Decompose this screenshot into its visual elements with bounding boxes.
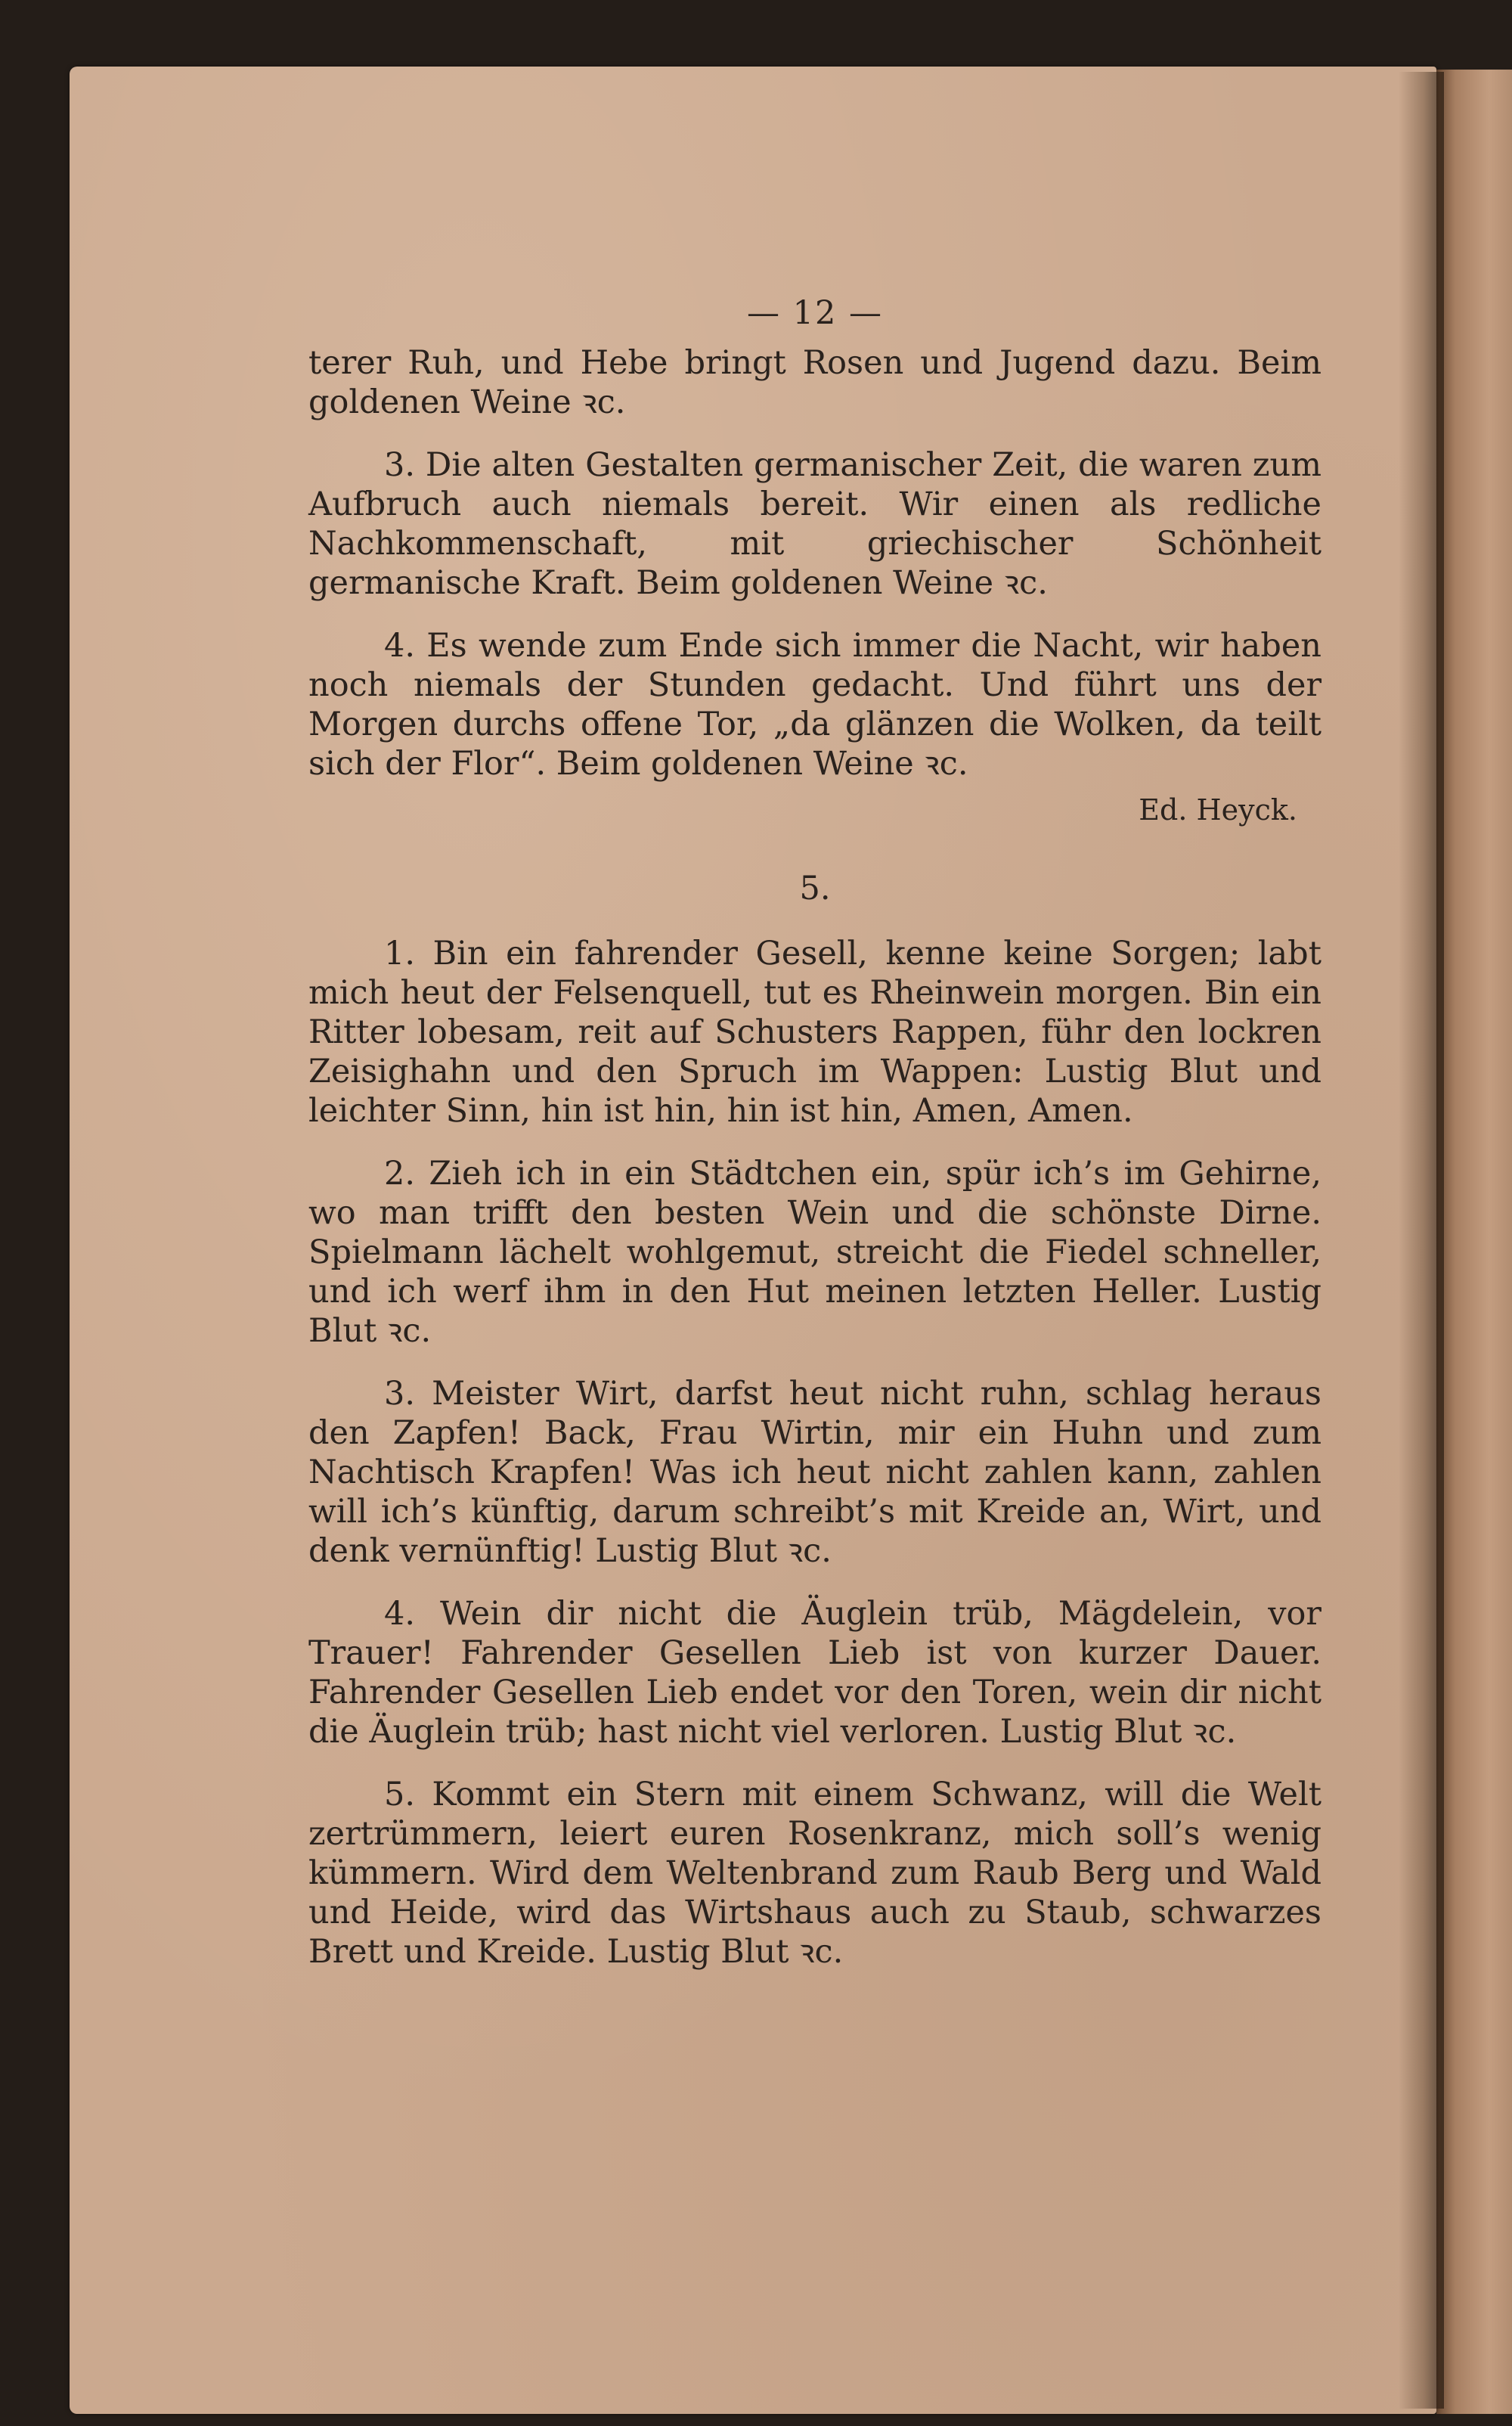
song5-verse-2: 2. Zieh ich in ein Städtchen ein, spür ich’s im Gehirne, wo man trifft den besten Wein und die schönste Dirne. Spielmann lächelt wohlgemut, streicht die Fiedel schneller, und ich werf ihm in den Hut meinen letzten Heller. Lustig Blut ꝛc. <box>308 1155 1321 1350</box>
page-gutter-shadow <box>1399 72 1444 2409</box>
page-content <box>308 293 1321 1995</box>
song5-verse-4: 4. Wein dir nicht die Äuglein trüb, Mägdelein, vor Trauer! Fahrender Gesellen Lieb ist von kurzer Dauer. Fahrender Gesellen Lieb endet vor den Toren, wein dir nicht die Äuglein trüb; hast nicht viel verloren. Lustig Blut ꝛc. <box>308 1595 1321 1751</box>
page-number: — 12 — <box>746 294 884 332</box>
song4-verse-4: 4. Es wende zum Ende sich immer die Nacht, wir haben noch niemals der Stunden gedacht. Und führt uns der Morgen durchs offene Tor, „da glänzen die Wolken, da teilt sich der Flor“. Beim goldenen Weine ꝛc. <box>308 627 1321 783</box>
song5-verse-5: 5. Kommt ein Stern mit einem Schwanz, will die Welt zertrümmern, leiert euren Rosenkranz, mich soll’s wenig kümmern. Wird dem Weltenbrand zum Raub Berg und Wald und Heide, wird das Wirtshaus auch zu Staub, schwarzes Brett und Kreide. Lustig Blut ꝛc. <box>308 1776 1321 1971</box>
song5-verse-1: 1. Bin ein fahrender Gesell, kenne keine Sorgen; labt mich heut der Felsenquell, tut es Rheinwein morgen. Bin ein Ritter lobesam, reit auf Schusters Rappen, führ den lockren Zeisighahn und den Spruch im Wappen: Lustig Blut und leichter Sinn, hin ist hin, hin ist hin, Amen, Amen. <box>308 935 1321 1130</box>
song5-number: 5. <box>799 870 831 907</box>
adjacent-page-edge <box>1436 70 1512 2414</box>
song4-verse-3: 3. Die alten Gestalten germanischer Zeit, die waren zum Aufbruch auch niemals bereit. Wir einen als redliche Nachkommenschaft, mit griechischer Schönheit germanische Kraft. Beim goldenen Weine ꝛc. <box>308 446 1321 602</box>
song4-author: Ed. Heyck. <box>1139 793 1297 827</box>
song4-continuation: terer Ruh, und Hebe bringt Rosen und Jugend dazu. Beim goldenen Weine ꝛc. <box>308 344 1321 421</box>
song5-verse-3: 3. Meister Wirt, darfst heut nicht ruhn, schlag heraus den Zapfen! Back, Frau Wirtin, mir ein Huhn und zum Nachtisch Krapfen! Was ich heut nicht zahlen kann, zahlen will ich’s künftig, darum schreibt’s mit Kreide an, Wirt, und denk vernünftig! Lustig Blut ꝛc. <box>308 1375 1321 1570</box>
